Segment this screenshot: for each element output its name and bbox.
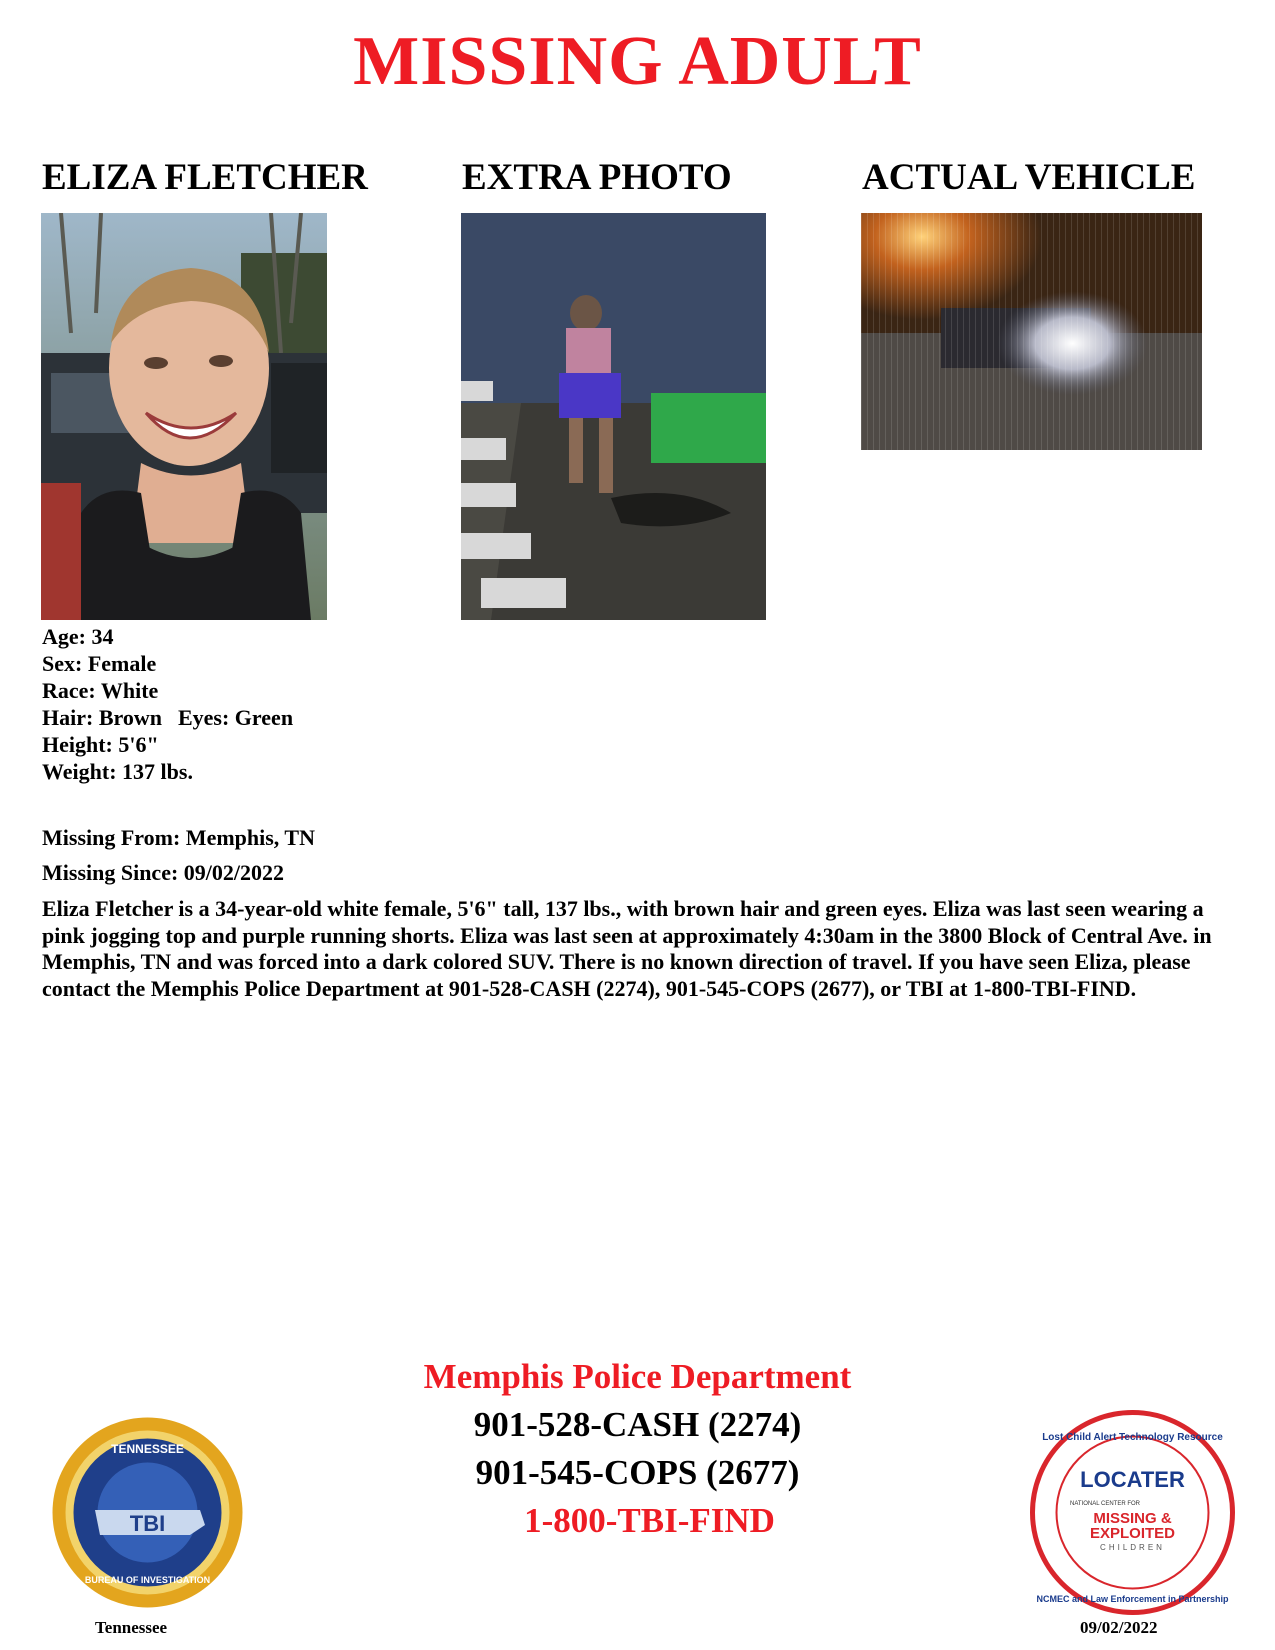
stat-hair-eyes bbox=[42, 704, 293, 731]
contact-phone-cops: 901-545-COPS (2677) bbox=[475, 1453, 800, 1492]
contact-department: Memphis Police Department bbox=[423, 1357, 852, 1396]
missing-from: Missing From: Memphis, TN bbox=[42, 825, 315, 850]
missing-person-photo bbox=[41, 213, 327, 620]
svg-text:LOCATER: LOCATER bbox=[1080, 1467, 1185, 1492]
svg-text:CHILDREN: CHILDREN bbox=[1100, 1543, 1165, 1552]
description-paragraph: Eliza Fletcher is a 34-year-old white female, 5'6" tall, 137 lbs., with brown hair and green eyes. Eliza was last seen wearing a pink jogging top and purple running shorts. Eliza was last seen at approximately 4:30am in the 3800 Block of Central Ave. in Memphis, TN and was forced into a dark colored SUV. There is no known direction of travel. If you have seen Eliza, please contact the Memphis Police Department at 901-528-CASH (2274), 901-545-COPS (2677), or TBI at 1-800-TBI-FIND. bbox=[42, 896, 1212, 1001]
svg-text:TBI: TBI bbox=[129, 1511, 166, 1536]
stat-height: Height: 5'6" bbox=[42, 732, 159, 757]
footer-left-label: Tennessee bbox=[95, 1618, 168, 1637]
stat-race: Race: White bbox=[42, 678, 159, 703]
stat-sex: Sex: Female bbox=[42, 651, 157, 676]
stat-age: Age: 34 bbox=[42, 624, 114, 649]
contact-phone-cash: 901-528-CASH (2274) bbox=[473, 1405, 802, 1444]
extra-surveillance-photo bbox=[461, 213, 766, 620]
tbi-seal-logo bbox=[50, 1415, 245, 1610]
page-title: MISSING ADULT bbox=[353, 23, 922, 100]
stat-hair: Hair: Brown bbox=[42, 705, 162, 730]
extra-photo-heading: EXTRA PHOTO bbox=[462, 157, 732, 198]
footer-date-label: 09/02/2022 bbox=[1080, 1618, 1158, 1637]
svg-text:Lost Child Alert Technology Re: Lost Child Alert Technology Resource bbox=[1042, 1432, 1223, 1443]
missing-since: Missing Since: 09/02/2022 bbox=[42, 860, 285, 885]
svg-text:BUREAU OF INVESTIGATION: BUREAU OF INVESTIGATION bbox=[84, 1575, 211, 1585]
stat-weight: Weight: 137 lbs. bbox=[42, 759, 193, 784]
svg-text:MISSING &: MISSING & bbox=[1093, 1510, 1172, 1527]
locater-logo bbox=[1030, 1410, 1235, 1615]
svg-text:NATIONAL CENTER FOR: NATIONAL CENTER FOR bbox=[1069, 1501, 1141, 1507]
contact-phone-tbi: 1-800-TBI-FIND bbox=[524, 1501, 775, 1540]
svg-text:TENNESSEE: TENNESSEE bbox=[111, 1442, 184, 1456]
person-name-heading: ELIZA FLETCHER bbox=[42, 157, 368, 198]
person-stats bbox=[42, 623, 293, 785]
svg-text:EXPLOITED: EXPLOITED bbox=[1089, 1525, 1176, 1542]
vehicle-heading: ACTUAL VEHICLE bbox=[862, 157, 1196, 198]
stat-eyes: Eyes: Green bbox=[177, 705, 294, 730]
vehicle-surveillance-photo bbox=[861, 213, 1202, 450]
svg-text:NCMEC and Law Enforcement in P: NCMEC and Law Enforcement in Partnership bbox=[1036, 1594, 1229, 1604]
